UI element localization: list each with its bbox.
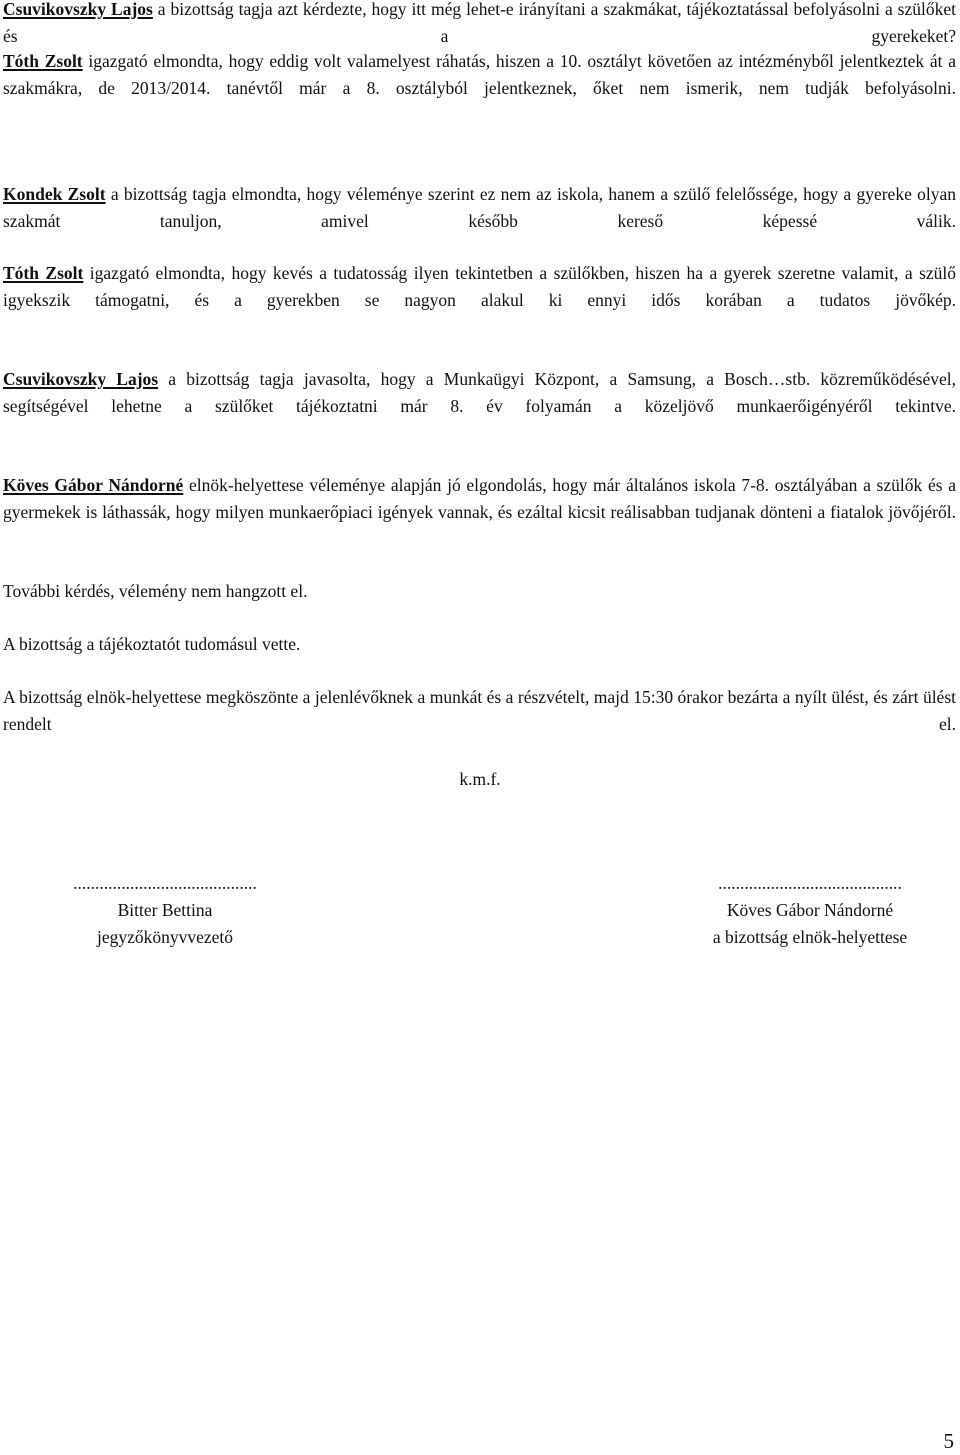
paragraph-3 bbox=[3, 181, 956, 261]
paragraph-text: a bizottság tagja javasolta, hogy a Munkaügyi Központ, a Samsung, a Bosch…stb. közreműködésével, segítségével lehetne a szülőket tájékoztatni már 8. év folyamán a közeljövő munkaerőigényéről tekintve. bbox=[3, 369, 956, 416]
paragraph-6 bbox=[3, 472, 956, 552]
speaker-name: Köves Gábor Nándorné bbox=[3, 475, 184, 495]
signature-line: .......................................... bbox=[73, 873, 257, 893]
paragraph-5 bbox=[3, 366, 956, 446]
paragraph-text: elnök-helyettese véleménye alapján jó elgondolás, hogy már általános iskola 7-8. osztályában a szülők és a gyermekek is láthassák, hogy milyen munkaerőpiaci igények vannak, és ezáltal kicsit reálisabban tudjanak dönteni a fiatalok jövőjéről. bbox=[3, 475, 956, 522]
paragraph-9 bbox=[3, 684, 956, 764]
page-number: 5 bbox=[943, 1429, 954, 1453]
paragraph-text: igazgató elmondta, hogy eddig volt valamelyest ráhatás, hiszen a 10. osztályt követően az intézményből jelentkeztek át a szakmákra, de 2013/2014. tanévtől már a 8. osztályból jelentkeznek, őket nem ismerik, nem tudják befolyásolni. bbox=[3, 51, 957, 98]
paragraph-2 bbox=[3, 48, 956, 128]
speaker-name: Csuvikovszky Lajos bbox=[3, 0, 153, 19]
signature-name: Bitter Bettina bbox=[117, 900, 213, 920]
paragraph-text: A bizottság elnök-helyettese megköszönte a jelenlévőknek a munkát és a részvételt, majd 15:30 órakor bezárta a nyílt ülést, és zárt ülést rendelt el. bbox=[3, 687, 956, 734]
paragraph-4 bbox=[3, 260, 956, 340]
closing-kmf: k.m.f. bbox=[459, 769, 501, 789]
paragraph-text: További kérdés, vélemény nem hangzott el. bbox=[3, 581, 308, 601]
paragraph-text: igazgató elmondta, hogy kevés a tudatosság ilyen tekintetben a szülőkben, hiszen ha a gyerek szeretne valamit, a szülő igyekszik támogatni, és a gyerekben se nagyon alakul ki ennyi idős korában a tudatos jövőkép. bbox=[3, 263, 957, 310]
signature-name: Köves Gábor Nándorné bbox=[726, 900, 894, 920]
speaker-name: Csuvikovszky Lajos bbox=[3, 369, 159, 389]
speaker-name: Tóth Zsolt bbox=[3, 51, 83, 71]
signature-role: jegyzőkönyvvezető bbox=[96, 927, 234, 947]
signature-block-left bbox=[40, 870, 290, 951]
speaker-name: Tóth Zsolt bbox=[3, 263, 84, 283]
paragraph-text: a bizottság tagja elmondta, hogy véleménye szerint ez nem az iskola, hanem a szülő felelőssége, hogy a gyereke olyan szakmát tanuljon, amivel később kereső képessé válik. bbox=[3, 184, 957, 231]
paragraph-8 bbox=[3, 631, 956, 684]
signature-block-right bbox=[665, 870, 955, 951]
paragraph-7 bbox=[3, 578, 956, 631]
paragraph-text: A bizottság a tájékoztatót tudomásul vette. bbox=[3, 634, 301, 654]
signature-role: a bizottság elnök-helyettese bbox=[712, 927, 908, 947]
signature-line: .......................................... bbox=[718, 873, 902, 893]
speaker-name: Kondek Zsolt bbox=[3, 184, 106, 204]
paragraph-text: a bizottság tagja azt kérdezte, hogy itt még lehet-e irányítani a szakmákat, tájékoztatással befolyásolni a szülőket és a gyerekeket? bbox=[3, 0, 956, 46]
